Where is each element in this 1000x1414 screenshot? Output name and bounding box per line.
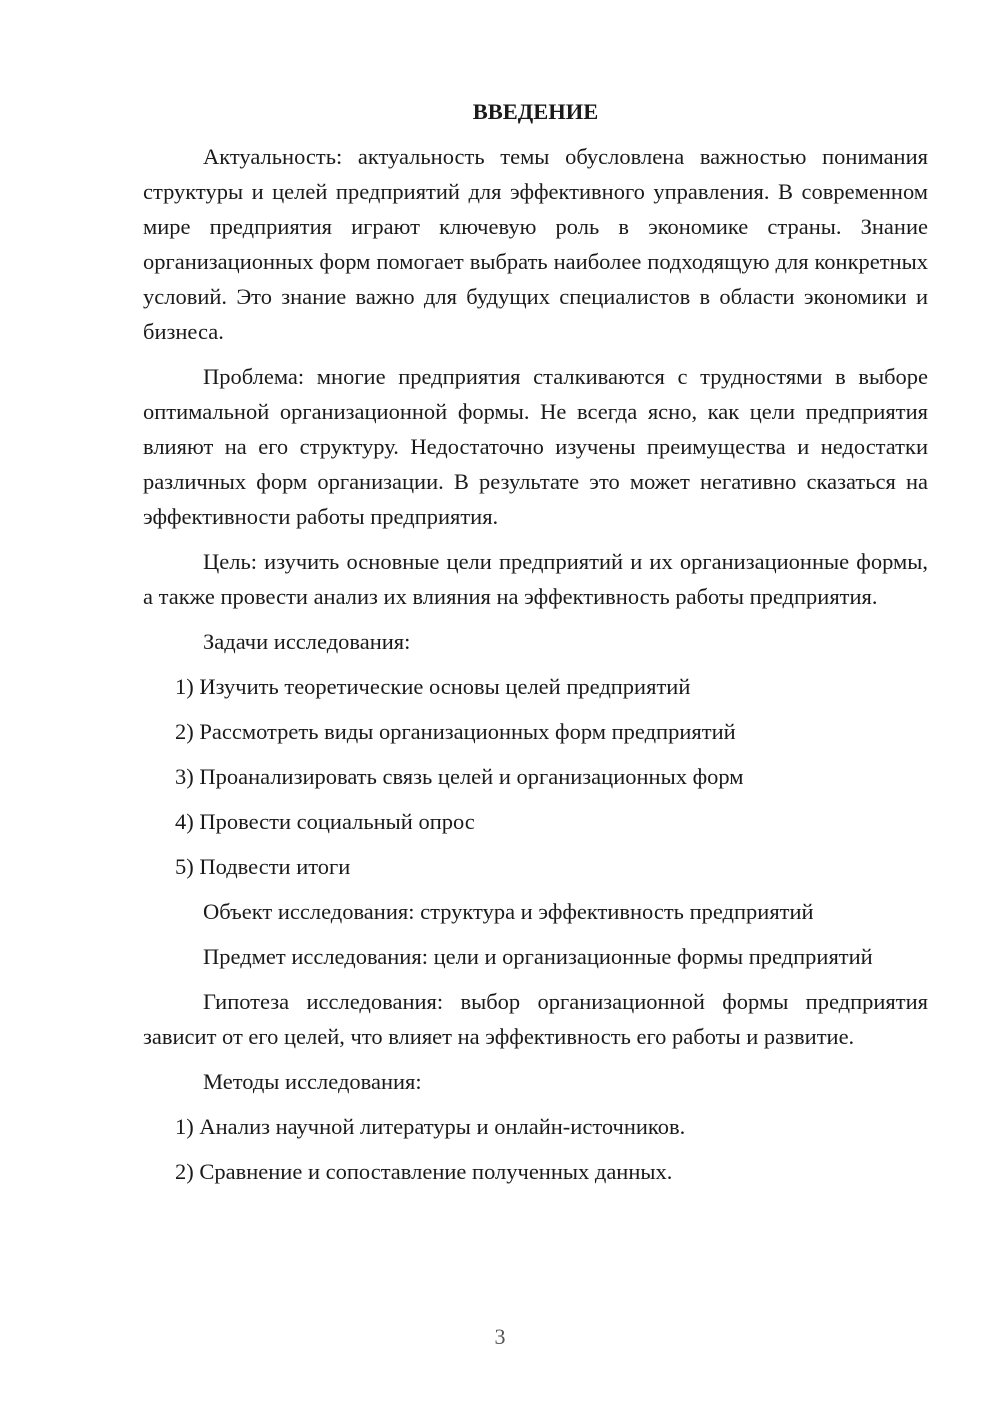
relevance-paragraph: Актуальность: актуальность темы обусловлена важностью понимания структуры и целей предприятий для эффективного управления. В современном мире предприятия играют ключевую роль в экономике страны. Знание организационных форм помогает выбрать наиболее подходящую для конкретных условий. Это знание важно для будущих специалистов в области экономики и бизнеса. xyxy=(143,144,928,344)
goal-paragraph: Цель: изучить основные цели предприятий и их организационные формы, а также провести анализ их влияния на эффективность работы предприятия. xyxy=(143,549,928,609)
problem-paragraph: Проблема: многие предприятия сталкиваются с трудностями в выборе оптимальной организационной формы. Не всегда ясно, как цели предприятия влияют на его структуру. Недостаточно изучены преимущества и недостатки различных форм организации. В результате это может негативно сказаться на эффективности работы предприятия. xyxy=(143,364,928,529)
document-page xyxy=(143,94,928,1199)
hypothesis-paragraph: Гипотеза исследования: выбор организационной формы предприятия зависит от его целей, что влияет на эффективность его работы и развитие. xyxy=(143,989,928,1049)
tasks-heading: Задачи исследования: xyxy=(203,629,411,654)
methods-heading: Методы исследования: xyxy=(203,1069,422,1094)
task-item: 3) Проанализировать связь целей и организационных форм xyxy=(175,764,744,789)
method-item: 2) Сравнение и сопоставление полученных данных. xyxy=(175,1159,673,1184)
task-item: 4) Провести социальный опрос xyxy=(175,809,475,834)
object-paragraph: Объект исследования: структура и эффективность предприятий xyxy=(203,899,814,924)
task-item: 2) Рассмотреть виды организационных форм предприятий xyxy=(175,719,736,744)
subject-paragraph: Предмет исследования: цели и организационные формы предприятий xyxy=(203,944,873,969)
section-title: ВВЕДЕНИЕ xyxy=(472,99,599,124)
task-item: 5) Подвести итоги xyxy=(175,854,351,879)
method-item: 1) Анализ научной литературы и онлайн-источников. xyxy=(175,1114,686,1139)
page-number: 3 xyxy=(494,1324,506,1349)
task-item: 1) Изучить теоретические основы целей предприятий xyxy=(175,674,691,699)
